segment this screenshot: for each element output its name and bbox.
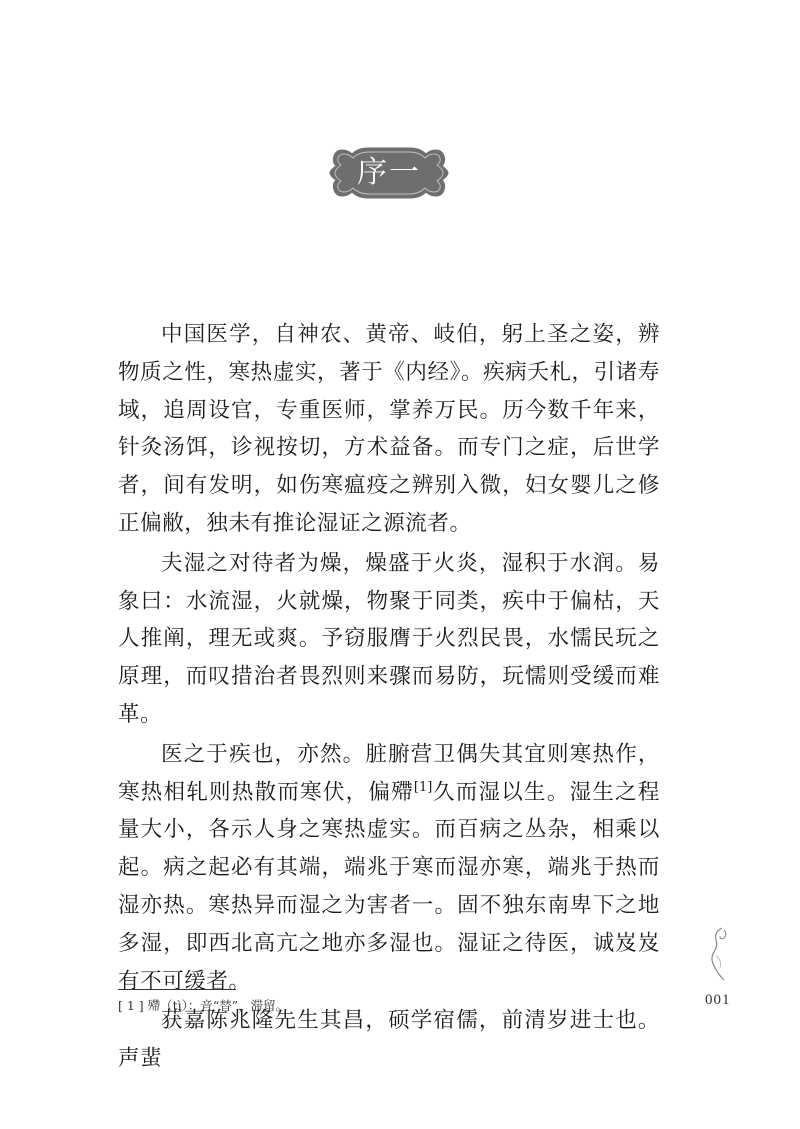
paragraph-text: 久而湿以生。湿生之程量大小，各示人身之寒热虚实。而百病之丛杂，相乘以起。病之起必有其端，端兆于寒而湿亦寒，端兆于热而湿亦热。寒热异而湿之为害者一。固不独东南卑下之地多湿，即西北高亢之地亦多湿也。湿证之待医，诚岌岌有不可缓者。 — [118, 779, 660, 994]
chapter-title: 序一 — [357, 155, 421, 190]
footnote-divider — [118, 989, 236, 990]
page-number: 001 — [705, 992, 731, 1008]
paragraph-text: 医之于疾也，亦然。脏腑营卫偶失其宜则寒热作，寒热相轧则热散而寒伏，偏殢 — [118, 741, 660, 805]
chapter-title-badge — [328, 144, 450, 202]
paragraph: 获嘉陈兆隆先生其昌，硕学宿儒，前清岁进士也。声蜚 — [118, 1008, 660, 1072]
footnote-reference[interactable]: [1] — [413, 779, 433, 795]
footnote: [ 1 ] 殢（tì）：音“替”，滞留。 — [118, 998, 289, 1013]
page-ornament-icon — [706, 926, 732, 982]
paragraph: 中国医学，自神农、黄帝、岐伯，躬上圣之姿，辨物质之性，寒热虚实，著于《内经》。疾病夭札，引诸寿域，追周设官，专重医师，掌养万民。历今数千年来，针灸汤饵，诊视按切，方术益备。而专门之症，后世学者，间有发明，如伤寒瘟疫之辨别入微，妇女婴儿之修正偏敝，独未有推论湿证之源流者。 — [118, 322, 660, 536]
body-text — [118, 316, 660, 1080]
paragraph — [118, 736, 660, 1001]
paragraph: 夫湿之对待者为燥，燥盛于火炎，湿积于水润。易象曰：水流湿，火就燥，物聚于同类，疾中于偏枯，天人推阐，理无或爽。予窃服膺于火烈民畏，水懦民玩之原理，而叹措治者畏烈则来骤而易防，玩懦则受缓而难革。 — [118, 550, 660, 727]
